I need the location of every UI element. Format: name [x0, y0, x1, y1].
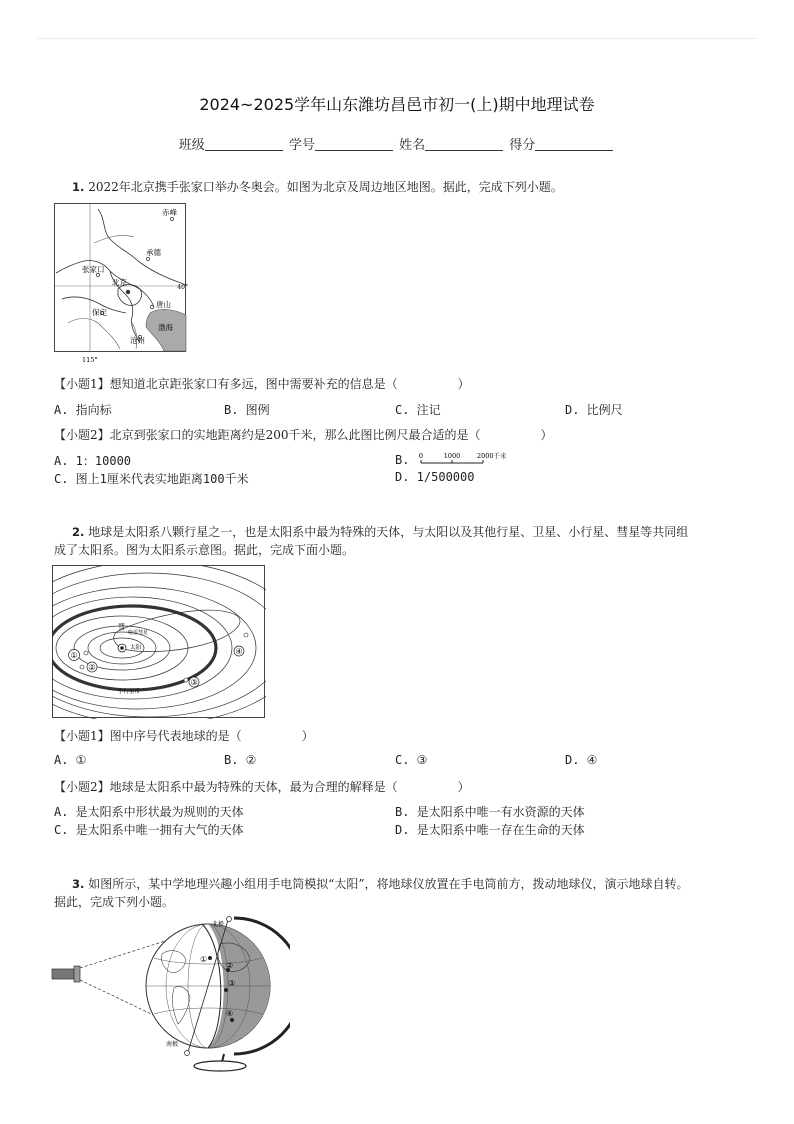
scale-tick-2000: 2000千米 — [476, 452, 507, 460]
q1-sub2-option-b-letter: B. — [395, 453, 410, 467]
map-label-zhangjiakou: 张家口 — [82, 265, 105, 274]
map-label-lon: 115° — [82, 356, 98, 364]
q1-sub2-option-a[interactable]: A. 1：10000 — [54, 454, 132, 468]
planet-marker-3: ③ — [190, 678, 198, 687]
q1-sub1-option-a[interactable]: A. 指向标 — [54, 403, 112, 417]
q2-stem-text-1: 地球是太阳系八颗行星之一，也是太阳系中最为特殊的天体，与太阳以及其他行星、卫星、小行星、彗星等共同组 — [88, 525, 689, 539]
q2-sub2-option-d[interactable]: D. 是太阳系中唯一存在生命的天体 — [395, 823, 585, 837]
map-label-bohai: 渤海 — [158, 323, 173, 332]
map-label-beijing: 北京 — [112, 278, 127, 287]
asteroid-belt-label: 小行星带 — [118, 689, 141, 695]
info-class-label: 班级 — [178, 138, 205, 153]
map-label-chifeng: 赤峰 — [162, 208, 177, 217]
q3-stem-line2: 据此，完成下列小题。 — [54, 895, 175, 909]
info-id-label: 学号 — [288, 138, 315, 153]
globe-marker-2: ② — [226, 961, 234, 970]
map-label-cangzhou: 沧州 — [130, 336, 145, 345]
planet-marker-2: ② — [88, 663, 96, 672]
q3-number: 3. — [72, 877, 85, 891]
info-id-blank[interactable] — [315, 138, 393, 151]
q1-sub1-option-b[interactable]: B. 图例 — [224, 403, 270, 417]
info-score-label: 得分 — [509, 138, 536, 153]
q1-sub2-stem: 【小题2】北京到张家口的实地距离约是200千米，那么此图比例尺最合适的是（ ） — [54, 428, 553, 442]
q2-sub1-stem: 【小题1】图中序号代表地球的是（ ） — [54, 729, 314, 743]
q1-number: 1. — [72, 180, 85, 194]
q1-sub1-option-c[interactable]: C. 注记 — [395, 403, 441, 417]
q1-map-figure — [54, 203, 188, 367]
q3-stem-text-1: 如图所示，某中学地理兴趣小组用手电筒模拟“太阳”，将地球仪放置在手电筒前方，拨动地球仪，演示地球自转。 — [88, 877, 689, 891]
sun-label: 太阳 — [130, 645, 142, 651]
q2-sub1-option-c[interactable]: C. ③ — [395, 753, 428, 767]
planet-marker-1: ① — [70, 651, 78, 660]
globe-marker-4: ④ — [226, 1009, 234, 1018]
comet-label: 彗 — [118, 623, 125, 631]
globe-marker-3: ③ — [228, 979, 236, 988]
q2-number: 2. — [72, 525, 85, 539]
north-pole-label: 北极 — [212, 921, 225, 928]
q1-stem-text: 2022年北京携手张家口举办冬奥会。如图为北京及周边地区地图。据此，完成下列小题。 — [88, 180, 563, 194]
map-label-tangshan: 唐山 — [156, 300, 171, 309]
student-info-row — [0, 134, 794, 153]
q2-sub1-option-a[interactable]: A. ① — [54, 753, 87, 767]
q2-sub2-stem: 【小题2】地球是太阳系中最为特殊的天体，最为合理的解释是（ ） — [54, 780, 470, 794]
page-title: 2024~2025学年山东潍坊昌邑市初一(上)期中地理试卷 — [199, 95, 595, 114]
scale-tick-1000: 1000 — [443, 452, 460, 460]
q2-stem-line2: 成了太阳系。图为太阳系示意图。据此，完成下面小题。 — [54, 543, 355, 557]
q1-sub2-option-c[interactable]: C. 图上1厘米代表实地距离100千米 — [54, 472, 249, 486]
q2-sub1-option-b[interactable]: B. ② — [224, 753, 257, 767]
map-label-lat: 40° — [177, 284, 188, 291]
planet-marker-4: ④ — [235, 647, 243, 656]
info-score-blank[interactable] — [535, 138, 613, 151]
globe-marker-1: ① — [200, 955, 208, 964]
map-label-baoding: 保定 — [92, 308, 107, 317]
q2-sub2-option-b[interactable]: B. 是太阳系中唯一有水资源的天体 — [395, 805, 585, 819]
scale-bar-figure — [417, 452, 509, 468]
info-class-blank[interactable] — [205, 138, 283, 151]
scale-tick-0: 0 — [418, 452, 423, 460]
q3-globe-figure — [50, 914, 290, 1074]
q2-stem-line1 — [72, 523, 688, 542]
top-rule — [36, 38, 758, 39]
q1-sub2-option-b[interactable] — [395, 452, 509, 468]
info-name-label: 姓名 — [399, 138, 426, 153]
south-pole-label: 南极 — [166, 1041, 179, 1048]
info-name-blank[interactable] — [425, 138, 503, 151]
q2-solar-system-diagram — [52, 565, 266, 719]
q2-sub1-option-d[interactable]: D. ④ — [565, 753, 598, 767]
q2-sub2-option-c[interactable]: C. 是太阳系中唯一拥有大气的天体 — [54, 823, 244, 837]
q3-stem-line1 — [72, 875, 688, 894]
q1-sub1-stem: 【小题1】想知道北京距张家口有多远，图中需要补充的信息是（ ） — [54, 377, 470, 391]
q1-sub1-option-d[interactable]: D. 比例尺 — [565, 403, 623, 417]
map-label-chengde: 承德 — [146, 248, 161, 257]
q2-sub2-option-a[interactable]: A. 是太阳系中形状最为规则的天体 — [54, 805, 244, 819]
inner-orbit-label: 哈雷彗星 — [128, 630, 149, 636]
q1-sub2-option-d[interactable]: D. 1/500000 — [395, 470, 475, 484]
q1-stem — [72, 178, 563, 197]
